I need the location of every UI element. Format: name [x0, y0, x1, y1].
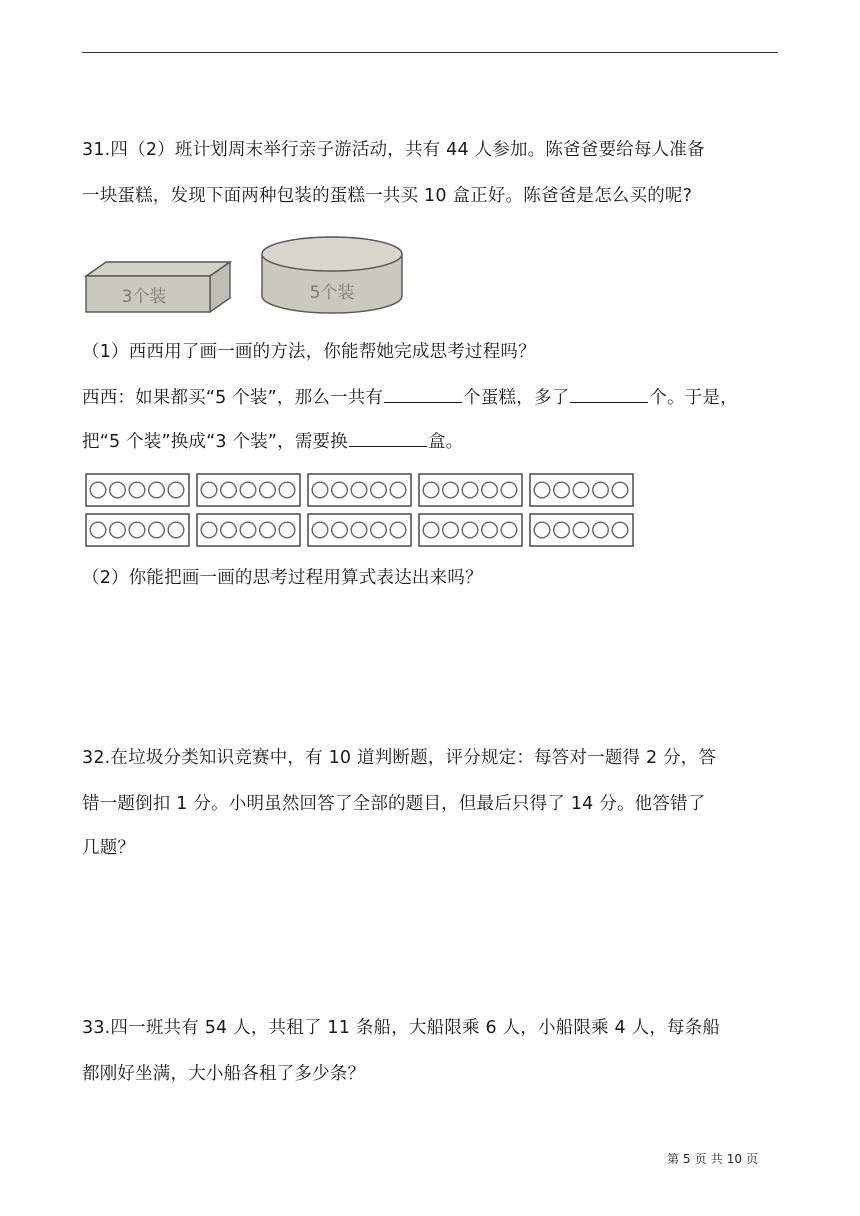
q31-line-1: 31.四（2）班计划周末举行亲子游活动，共有 44 人参加。陈爸爸要给每人准备 — [82, 140, 705, 160]
cake-circle — [534, 522, 550, 538]
footer-total-pages: 10 — [726, 1152, 742, 1166]
footer-ye-2: 页 — [745, 1152, 758, 1166]
q31-sub-1-text-b: 个蛋糕，多了 — [463, 388, 570, 408]
cake-circle — [612, 482, 628, 498]
cake-circle — [351, 522, 367, 538]
q31-sub-1-text-d: 把“5 个装”换成“3 个装”，需要换 — [82, 432, 348, 452]
cake-boxes-illustration — [80, 228, 410, 320]
cake-circle — [390, 522, 406, 538]
cake-circle — [129, 482, 145, 498]
cake-circle — [90, 522, 106, 538]
q32-line-3: 几题？ — [82, 838, 136, 858]
footer-ye-1: 页 — [694, 1152, 707, 1166]
footer-gong: 共 — [710, 1152, 723, 1166]
cake-box-5 — [530, 474, 633, 506]
cake-circle — [593, 482, 609, 498]
q31-sub-1-text-c: 个。于是， — [649, 388, 738, 408]
q31-sub-1: （1）西西用了画一画的方法，你能帮她完成思考过程吗？ — [82, 342, 536, 362]
cake-circle — [332, 482, 348, 498]
cake-circle — [312, 522, 328, 538]
cake-circle — [221, 522, 237, 538]
cake-circle — [482, 482, 498, 498]
answer-blank-extra[interactable] — [570, 384, 648, 403]
q32-line-1: 32.在垃圾分类知识竞赛中，有 10 道判断题，评分规定：每答对一题得 2 分，答 — [82, 748, 717, 768]
cake-circle — [501, 482, 517, 498]
box-5-label: 5个装 — [309, 283, 355, 303]
footer-current-page: 5 — [683, 1152, 691, 1166]
cake-circle — [462, 482, 478, 498]
cake-circle — [149, 522, 165, 538]
cake-circle — [240, 522, 256, 538]
cake-circle — [462, 522, 478, 538]
cake-circle — [221, 482, 237, 498]
cake-circle — [593, 522, 609, 538]
header-rule — [82, 52, 778, 53]
q31-sub-1-text-a: 西西：如果都买“5 个装”，那么一共有 — [82, 388, 384, 408]
cake-circle — [554, 522, 570, 538]
cake-circle — [371, 522, 387, 538]
cake-circle — [110, 482, 126, 498]
cake-circle — [371, 482, 387, 498]
cake-circle — [279, 482, 295, 498]
cake-circle — [501, 522, 517, 538]
cake-box-10 — [530, 514, 633, 546]
cake-circle — [423, 482, 439, 498]
q33-line-2: 都刚好坐满，大小船各租了多少条？ — [82, 1064, 366, 1084]
q33-line-1: 33.四一班共有 54 人，共租了 11 条船，大船限乘 6 人，小船限乘 4 人，每条船 — [82, 1018, 721, 1038]
page-footer — [600, 1150, 760, 1167]
q31-line-2: 一块蛋糕，发现下面两种包装的蛋糕一共买 10 盒正好。陈爸爸是怎么买的呢? — [82, 186, 693, 206]
cake-circle — [260, 482, 276, 498]
cake-circle — [534, 482, 550, 498]
q31-sub-1-line-a — [82, 378, 782, 418]
cake-box-8 — [308, 514, 411, 546]
cake-circle — [90, 482, 106, 498]
cake-circle — [482, 522, 498, 538]
q31-sub-1-text-e: 盒。 — [427, 432, 464, 452]
box-3-label: 3个装 — [121, 287, 167, 307]
cake-circle — [201, 482, 217, 498]
cake-circle — [110, 522, 126, 538]
cake-box-4 — [419, 474, 522, 506]
cake-circle — [423, 522, 439, 538]
footer-di: 第 — [667, 1152, 680, 1166]
cake-circle — [240, 482, 256, 498]
cake-circle — [168, 522, 184, 538]
cake-box-9 — [419, 514, 522, 546]
answer-blank-total[interactable] — [384, 384, 462, 403]
q31-sub-2: （2）你能把画一画的思考过程用算式表达出来吗？ — [82, 568, 483, 588]
cake-circle — [554, 482, 570, 498]
cake-circle — [443, 482, 459, 498]
cake-box-1 — [86, 474, 189, 506]
cake-box-3 — [308, 474, 411, 506]
cake-box-2 — [197, 474, 300, 506]
q31-sub-1-line-b — [82, 422, 782, 462]
cake-circle — [390, 482, 406, 498]
cake-circle — [260, 522, 276, 538]
cake-circle — [129, 522, 145, 538]
circle-grid — [84, 470, 644, 554]
cake-circle — [149, 482, 165, 498]
cake-circle — [312, 482, 328, 498]
cake-circle — [573, 482, 589, 498]
cake-box-6 — [86, 514, 189, 546]
box-3-pack — [86, 262, 230, 312]
answer-blank-swap[interactable] — [349, 428, 427, 447]
cake-circle — [612, 522, 628, 538]
box-5-pack — [262, 237, 402, 313]
cake-circle — [279, 522, 295, 538]
cake-box-7 — [197, 514, 300, 546]
cake-circle — [201, 522, 217, 538]
cake-circle — [332, 522, 348, 538]
q32-line-2: 错一题倒扣 1 分。小明虽然回答了全部的题目，但最后只得了 14 分。他答错了 — [82, 794, 706, 814]
cake-circle — [443, 522, 459, 538]
cake-circle — [168, 482, 184, 498]
cake-circle — [351, 482, 367, 498]
cake-circle — [573, 522, 589, 538]
